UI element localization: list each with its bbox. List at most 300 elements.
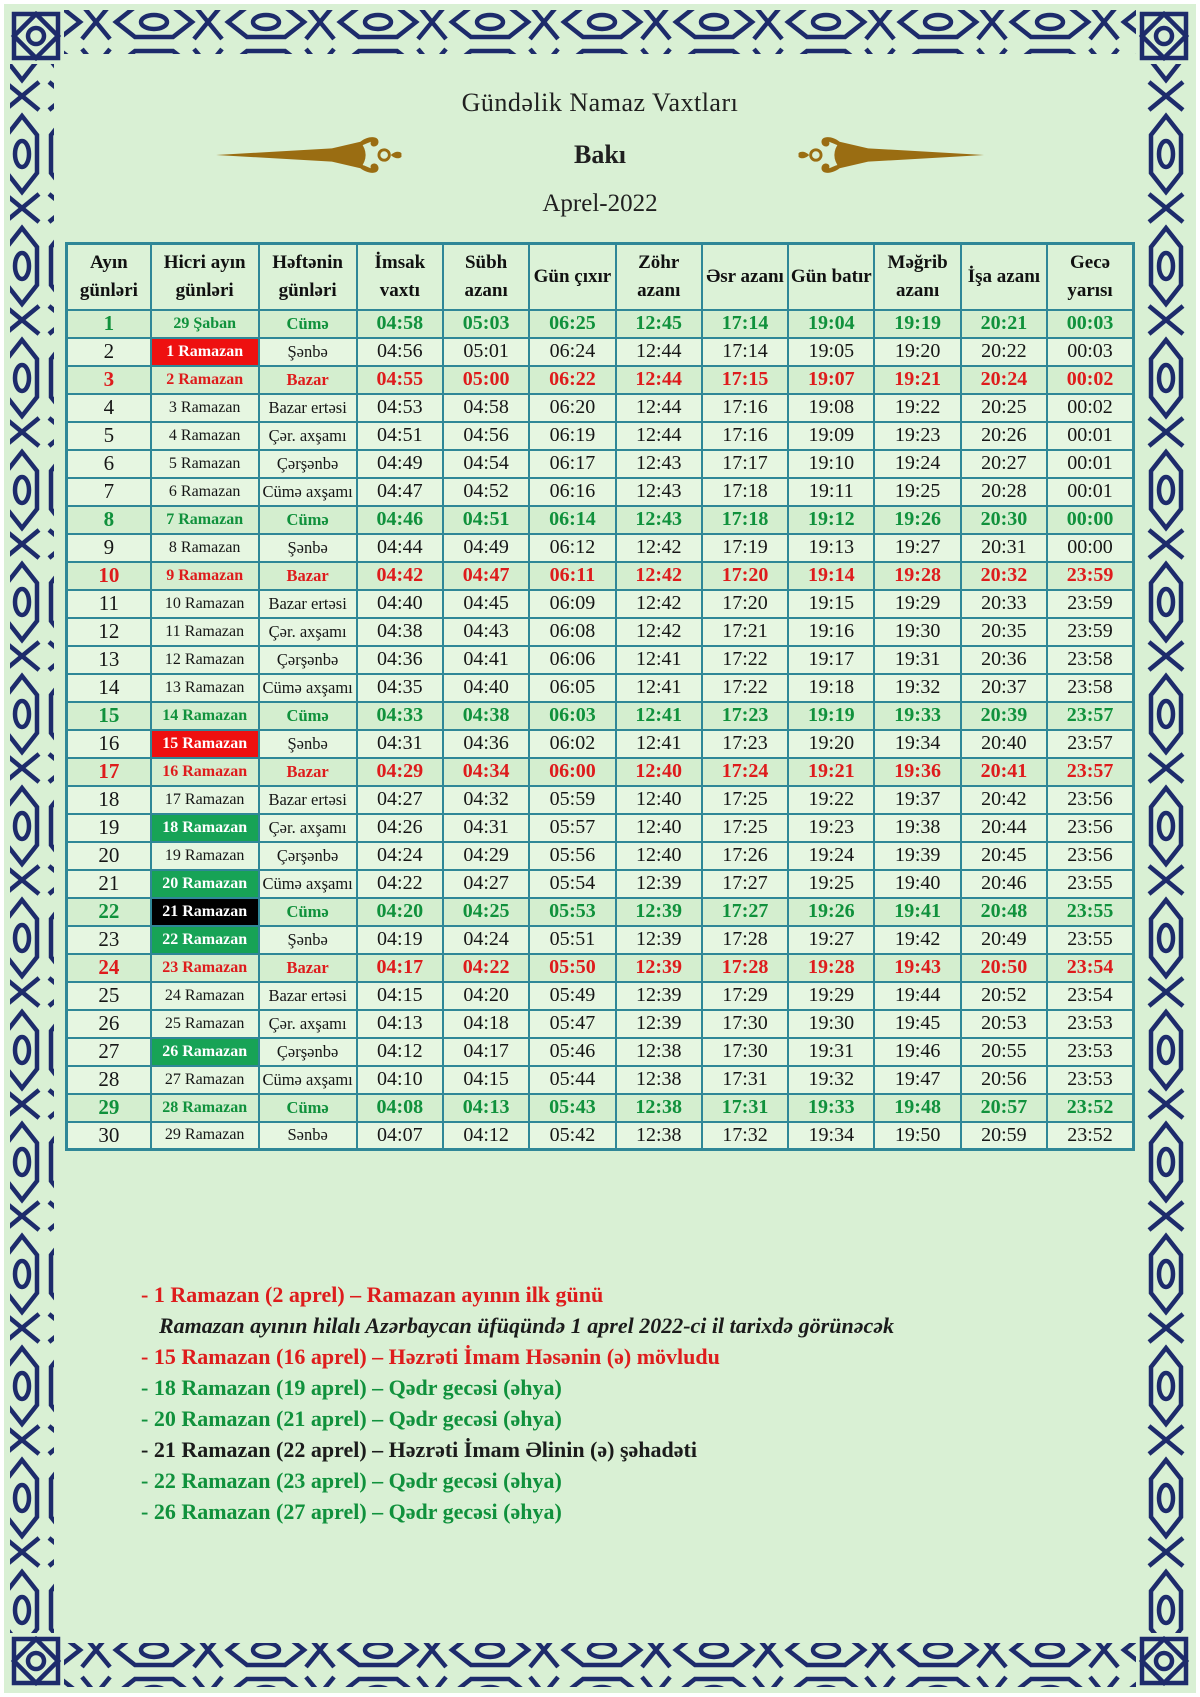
time-cell: 12:44 [616,366,702,394]
weekday-cell: Bazar ertəsi [259,786,357,814]
time-cell: 19:05 [788,338,874,366]
time-cell: 17:21 [702,618,788,646]
time-cell: 20:46 [961,870,1047,898]
time-cell: 04:42 [357,562,443,590]
time-cell: 04:49 [443,534,529,562]
time-cell: 17:30 [702,1038,788,1066]
time-cell: 12:38 [616,1038,702,1066]
weekday-cell: Çərşənbə [259,450,357,478]
time-cell: 23:54 [1047,954,1133,982]
time-cell: 04:10 [357,1066,443,1094]
time-cell: 19:24 [874,450,960,478]
time-cell: 20:41 [961,758,1047,786]
time-cell: 19:34 [874,730,960,758]
time-cell: 23:58 [1047,674,1133,702]
dagger-ornament-left-icon [216,134,406,176]
time-cell: 20:25 [961,394,1047,422]
time-cell: 17:25 [702,814,788,842]
time-cell: 19:23 [788,814,874,842]
hijri-date-cell: 21 Ramazan [151,898,259,926]
time-cell: 17:32 [702,1122,788,1150]
time-cell: 04:18 [443,1010,529,1038]
time-cell: 20:21 [961,310,1047,338]
time-cell: 23:56 [1047,786,1133,814]
time-cell: 20:48 [961,898,1047,926]
day-cell: 17 [67,758,151,786]
day-cell: 20 [67,842,151,870]
time-cell: 04:56 [443,422,529,450]
title-block [65,88,1135,218]
time-cell: 04:19 [357,926,443,954]
time-cell: 23:57 [1047,702,1133,730]
day-cell: 24 [67,954,151,982]
hijri-date-cell: 23 Ramazan [151,954,259,982]
weekday-cell: Cümə [259,1094,357,1122]
time-cell: 05:42 [529,1122,615,1150]
time-cell: 19:31 [788,1038,874,1066]
weekday-cell: Cümə [259,898,357,926]
time-cell: 04:07 [357,1122,443,1150]
hijri-date-cell: 29 Şaban [151,310,259,338]
weekday-cell: Şənbə [259,926,357,954]
table-row [67,450,1134,478]
hijri-date-cell: 2 Ramazan [151,366,259,394]
col-header-imsak-vaxti: İmsak vaxtı [357,244,443,310]
table-header-row [67,244,1134,310]
day-cell: 30 [67,1122,151,1150]
time-cell: 17:16 [702,394,788,422]
table-row [67,534,1134,562]
prayer-table-body [67,310,1134,1150]
time-cell: 04:17 [357,954,443,982]
time-cell: 23:55 [1047,898,1133,926]
table-row [67,562,1134,590]
day-cell: 18 [67,786,151,814]
day-cell: 26 [67,1010,151,1038]
time-cell: 12:40 [616,814,702,842]
time-cell: 04:13 [357,1010,443,1038]
time-cell: 04:25 [443,898,529,926]
time-cell: 17:17 [702,450,788,478]
day-cell: 1 [67,310,151,338]
time-cell: 04:12 [443,1122,529,1150]
time-cell: 19:28 [788,954,874,982]
table-row [67,1094,1134,1122]
time-cell: 00:00 [1047,534,1133,562]
time-cell: 05:00 [443,366,529,394]
day-cell: 4 [67,394,151,422]
table-row [67,310,1134,338]
time-cell: 05:57 [529,814,615,842]
time-cell: 19:04 [788,310,874,338]
time-cell: 17:31 [702,1094,788,1122]
time-cell: 19:20 [874,338,960,366]
time-cell: 04:17 [443,1038,529,1066]
table-row [67,422,1134,450]
time-cell: 04:24 [443,926,529,954]
time-cell: 06:14 [529,506,615,534]
day-cell: 28 [67,1066,151,1094]
time-cell: 23:59 [1047,590,1133,618]
time-cell: 04:34 [443,758,529,786]
time-cell: 23:53 [1047,1038,1133,1066]
time-cell: 20:52 [961,982,1047,1010]
time-cell: 20:56 [961,1066,1047,1094]
time-cell: 17:20 [702,562,788,590]
time-cell: 17:23 [702,702,788,730]
time-cell: 17:23 [702,730,788,758]
time-cell: 17:14 [702,338,788,366]
table-row [67,1010,1134,1038]
time-cell: 19:31 [874,646,960,674]
time-cell: 12:43 [616,450,702,478]
note-line: - 15 Ramazan (16 aprel) – Həzrəti İmam Həsənin (ə) mövludu [141,1344,720,1369]
note-line: - 1 Ramazan (2 aprel) – Ramazan ayının ilk günü [141,1282,604,1307]
time-cell: 19:09 [788,422,874,450]
time-cell: 00:02 [1047,394,1133,422]
weekday-cell: Şənbə [259,534,357,562]
time-cell: 04:51 [443,506,529,534]
time-cell: 06:22 [529,366,615,394]
time-cell: 04:08 [357,1094,443,1122]
weekday-cell: Çərşənbə [259,646,357,674]
time-cell: 20:26 [961,422,1047,450]
day-cell: 16 [67,730,151,758]
weekday-cell: Çər. axşamı [259,422,357,450]
time-cell: 23:53 [1047,1010,1133,1038]
month-title: Aprel-2022 [542,190,658,217]
time-cell: 12:38 [616,1066,702,1094]
note-line: - 26 Ramazan (27 aprel) – Qədr gecəsi (əhya) [141,1499,562,1524]
day-cell: 13 [67,646,151,674]
time-cell: 23:54 [1047,982,1133,1010]
time-cell: 19:44 [874,982,960,1010]
weekday-cell: Çərşənbə [259,1038,357,1066]
hijri-date-cell: 9 Ramazan [151,562,259,590]
time-cell: 23:58 [1047,646,1133,674]
time-cell: 12:43 [616,478,702,506]
time-cell: 06:24 [529,338,615,366]
col-header-magrib-azani: Məğrib azanı [874,244,960,310]
time-cell: 04:20 [443,982,529,1010]
table-row [67,674,1134,702]
time-cell: 17:27 [702,898,788,926]
time-cell: 19:29 [788,982,874,1010]
time-cell: 04:36 [357,646,443,674]
hijri-date-cell: 6 Ramazan [151,478,259,506]
time-cell: 04:13 [443,1094,529,1122]
time-cell: 04:53 [357,394,443,422]
time-cell: 20:42 [961,786,1047,814]
time-cell: 00:01 [1047,450,1133,478]
time-cell: 04:26 [357,814,443,842]
table-row [67,982,1134,1010]
time-cell: 20:32 [961,562,1047,590]
time-cell: 23:57 [1047,758,1133,786]
time-cell: 06:03 [529,702,615,730]
table-row [67,926,1134,954]
day-cell: 5 [67,422,151,450]
time-cell: 19:11 [788,478,874,506]
table-row [67,758,1134,786]
weekday-cell: Bazar [259,366,357,394]
weekday-cell: Cümə axşamı [259,478,357,506]
table-row [67,1122,1134,1150]
time-cell: 04:41 [443,646,529,674]
time-cell: 04:33 [357,702,443,730]
day-cell: 9 [67,534,151,562]
table-row [67,954,1134,982]
table-row [67,1038,1134,1066]
time-cell: 19:13 [788,534,874,562]
time-cell: 20:36 [961,646,1047,674]
hijri-date-cell: 12 Ramazan [151,646,259,674]
time-cell: 04:56 [357,338,443,366]
time-cell: 19:33 [788,1094,874,1122]
time-cell: 20:37 [961,674,1047,702]
time-cell: 19:26 [788,898,874,926]
time-cell: 12:42 [616,562,702,590]
time-cell: 19:21 [874,366,960,394]
table-row [67,1066,1134,1094]
time-cell: 19:30 [788,1010,874,1038]
time-cell: 12:44 [616,422,702,450]
time-cell: 12:40 [616,842,702,870]
time-cell: 05:03 [443,310,529,338]
table-row [67,478,1134,506]
time-cell: 19:36 [874,758,960,786]
time-cell: 04:40 [443,674,529,702]
time-cell: 19:48 [874,1094,960,1122]
time-cell: 19:20 [788,730,874,758]
time-cell: 12:38 [616,1122,702,1150]
day-cell: 3 [67,366,151,394]
page-title: Gündəlik Namaz Vaxtları [461,88,739,117]
time-cell: 19:41 [874,898,960,926]
time-cell: 12:45 [616,310,702,338]
hijri-date-cell: 28 Ramazan [151,1094,259,1122]
time-cell: 17:20 [702,590,788,618]
time-cell: 19:40 [874,870,960,898]
time-cell: 20:40 [961,730,1047,758]
hijri-date-cell: 22 Ramazan [151,926,259,954]
time-cell: 17:26 [702,842,788,870]
hijri-date-cell: 26 Ramazan [151,1038,259,1066]
time-cell: 17:18 [702,506,788,534]
time-cell: 20:55 [961,1038,1047,1066]
col-header-asr-azani: Əsr azanı [702,244,788,310]
day-cell: 27 [67,1038,151,1066]
time-cell: 06:19 [529,422,615,450]
time-cell: 12:44 [616,338,702,366]
weekday-cell: Çər. axşamı [259,618,357,646]
time-cell: 06:02 [529,730,615,758]
col-header-gun-batir: Gün batır [788,244,874,310]
hijri-date-cell: 15 Ramazan [151,730,259,758]
time-cell: 17:24 [702,758,788,786]
time-cell: 04:47 [357,478,443,506]
time-cell: 20:30 [961,506,1047,534]
time-cell: 12:38 [616,1094,702,1122]
weekday-cell: Cümə axşamı [259,674,357,702]
time-cell: 23:55 [1047,870,1133,898]
time-cell: 23:56 [1047,814,1133,842]
time-cell: 04:49 [357,450,443,478]
hijri-date-cell: 11 Ramazan [151,618,259,646]
hijri-date-cell: 3 Ramazan [151,394,259,422]
time-cell: 00:00 [1047,506,1133,534]
day-cell: 22 [67,898,151,926]
time-cell: 12:40 [616,758,702,786]
dagger-ornament-right-icon [794,134,984,176]
time-cell: 19:12 [788,506,874,534]
time-cell: 12:39 [616,926,702,954]
time-cell: 06:00 [529,758,615,786]
col-header-hicri-ayin-gunlari: Hicri ayın günləri [151,244,259,310]
note-line: - 18 Ramazan (19 aprel) – Qədr gecəsi (əhya) [141,1375,562,1400]
time-cell: 19:22 [788,786,874,814]
note-line: Ramazan ayının hilalı Azərbaycan üfüqündə 1 aprel 2022-ci il tarixdə görünəcək [159,1313,895,1338]
time-cell: 19:24 [788,842,874,870]
weekday-cell: Cümə [259,310,357,338]
time-cell: 19:43 [874,954,960,982]
time-cell: 05:46 [529,1038,615,1066]
time-cell: 19:07 [788,366,874,394]
time-cell: 04:29 [443,842,529,870]
note-line: - 21 Ramazan (22 aprel) – Həzrəti İmam Əlinin (ə) şəhadəti [141,1437,697,1462]
time-cell: 19:23 [874,422,960,450]
notes [65,1279,1135,1527]
hijri-date-cell: 5 Ramazan [151,450,259,478]
time-cell: 04:38 [443,702,529,730]
time-cell: 19:25 [788,870,874,898]
time-cell: 05:59 [529,786,615,814]
time-cell: 00:01 [1047,478,1133,506]
col-header-isa-azani: İşa azanı [961,244,1047,310]
time-cell: 19:46 [874,1038,960,1066]
table-row [67,590,1134,618]
time-cell: 17:22 [702,674,788,702]
time-cell: 19:26 [874,506,960,534]
time-cell: 12:39 [616,982,702,1010]
time-cell: 04:15 [357,982,443,1010]
weekday-cell: Şənbə [259,338,357,366]
table-row [67,338,1134,366]
time-cell: 04:31 [443,814,529,842]
time-cell: 19:37 [874,786,960,814]
time-cell: 23:57 [1047,730,1133,758]
time-cell: 04:51 [357,422,443,450]
time-cell: 19:25 [874,478,960,506]
time-cell: 20:31 [961,534,1047,562]
prayer-times-table [65,242,1135,1151]
time-cell: 06:16 [529,478,615,506]
time-cell: 17:25 [702,786,788,814]
hijri-date-cell: 14 Ramazan [151,702,259,730]
weekday-cell: Çər. axşamı [259,1010,357,1038]
time-cell: 04:45 [443,590,529,618]
weekday-cell: Çər. axşamı [259,814,357,842]
time-cell: 17:31 [702,1066,788,1094]
time-cell: 19:39 [874,842,960,870]
time-cell: 00:03 [1047,310,1133,338]
col-header-haftanin-gunlari: Həftənin günləri [259,244,357,310]
weekday-cell: Bazar ertəsi [259,394,357,422]
time-cell: 19:08 [788,394,874,422]
time-cell: 19:27 [788,926,874,954]
time-cell: 12:42 [616,534,702,562]
col-header-subh-azani: Sübh azanı [443,244,529,310]
time-cell: 05:50 [529,954,615,982]
time-cell: 04:54 [443,450,529,478]
time-cell: 17:30 [702,1010,788,1038]
time-cell: 04:22 [443,954,529,982]
time-cell: 20:33 [961,590,1047,618]
table-row [67,842,1134,870]
time-cell: 19:34 [788,1122,874,1150]
weekday-cell: Cümə axşamı [259,870,357,898]
time-cell: 05:43 [529,1094,615,1122]
time-cell: 04:55 [357,366,443,394]
time-cell: 20:27 [961,450,1047,478]
weekday-cell: Bazar [259,758,357,786]
time-cell: 20:59 [961,1122,1047,1150]
time-cell: 19:33 [874,702,960,730]
time-cell: 19:29 [874,590,960,618]
time-cell: 04:58 [443,394,529,422]
note-line: - 20 Ramazan (21 aprel) – Qədr gecəsi (əhya) [141,1406,562,1431]
weekday-cell: Cümə [259,506,357,534]
time-cell: 06:06 [529,646,615,674]
day-cell: 29 [67,1094,151,1122]
time-cell: 19:42 [874,926,960,954]
day-cell: 15 [67,702,151,730]
time-cell: 04:15 [443,1066,529,1094]
time-cell: 19:18 [788,674,874,702]
day-cell: 7 [67,478,151,506]
time-cell: 04:27 [443,870,529,898]
time-cell: 20:53 [961,1010,1047,1038]
table-row [67,730,1134,758]
table-row [67,394,1134,422]
time-cell: 17:27 [702,870,788,898]
time-cell: 20:50 [961,954,1047,982]
time-cell: 12:41 [616,646,702,674]
time-cell: 19:47 [874,1066,960,1094]
time-cell: 12:41 [616,730,702,758]
day-cell: 10 [67,562,151,590]
time-cell: 17:22 [702,646,788,674]
time-cell: 04:40 [357,590,443,618]
time-cell: 06:17 [529,450,615,478]
time-cell: 04:20 [357,898,443,926]
hijri-date-cell: 8 Ramazan [151,534,259,562]
time-cell: 06:11 [529,562,615,590]
table-row [67,366,1134,394]
time-cell: 05:44 [529,1066,615,1094]
time-cell: 04:58 [357,310,443,338]
time-cell: 12:39 [616,954,702,982]
time-cell: 12:40 [616,786,702,814]
time-cell: 19:16 [788,618,874,646]
time-cell: 12:41 [616,674,702,702]
time-cell: 04:32 [443,786,529,814]
time-cell: 20:35 [961,618,1047,646]
time-cell: 20:28 [961,478,1047,506]
time-cell: 05:01 [443,338,529,366]
time-cell: 19:15 [788,590,874,618]
time-cell: 20:44 [961,814,1047,842]
